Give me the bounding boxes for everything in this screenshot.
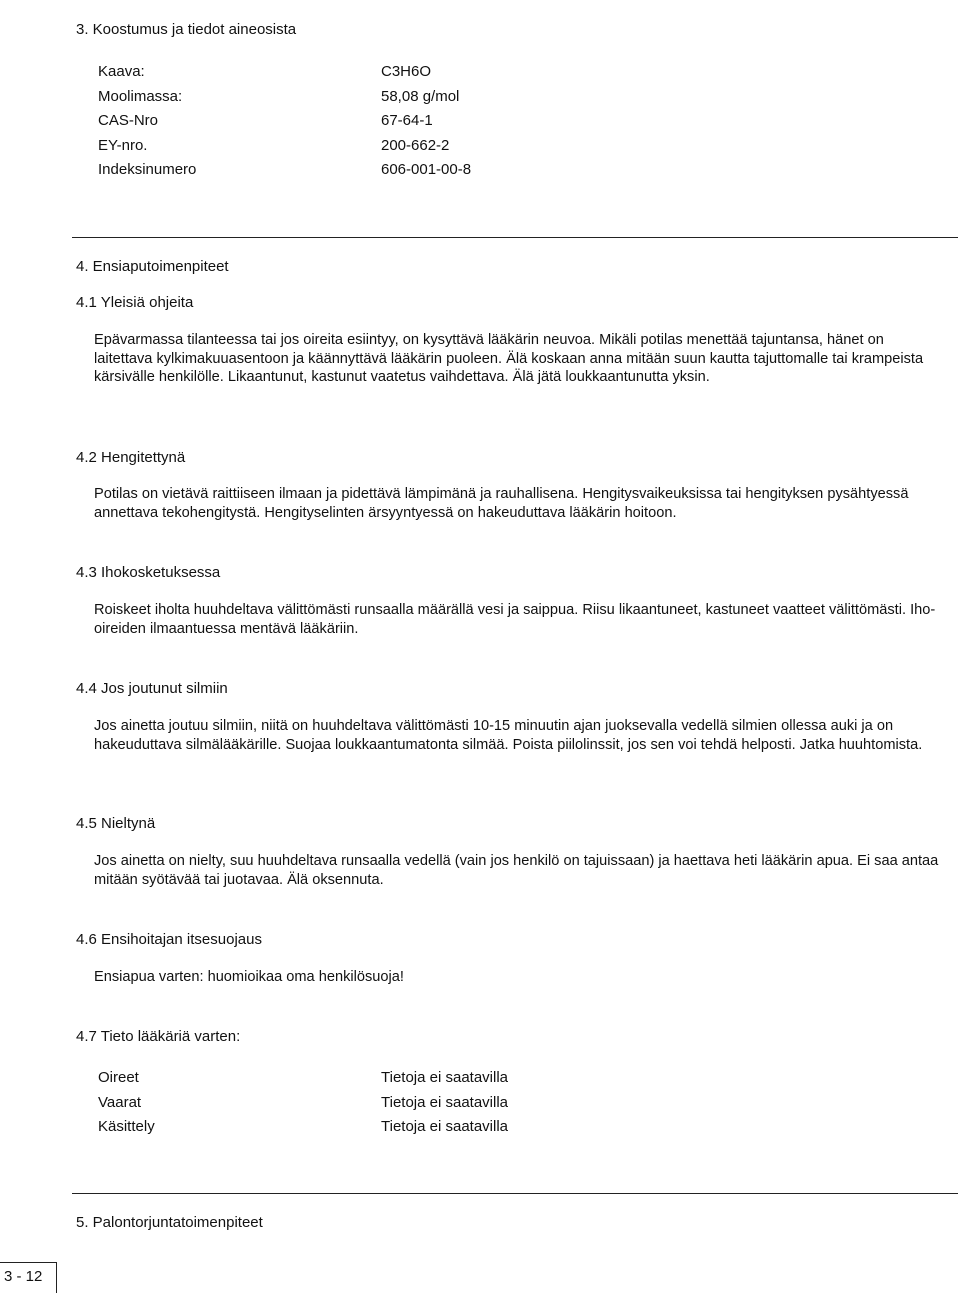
page-number-box: [0, 1262, 57, 1293]
symptoms-label: Oireet: [98, 1069, 139, 1086]
molar-mass-label: Moolimassa:: [98, 88, 183, 105]
treatment-value: Tietoja ei saatavilla: [381, 1118, 509, 1135]
section-divider: [72, 1193, 958, 1194]
symptoms-value: Tietoja ei saatavilla: [381, 1069, 509, 1086]
subsection-4-1-text: Epävarmassa tilanteessa tai jos oireita esiintyy, on kysyttävä lääkärin neuvoa. Mikäli potilas menettää tajuntansa, hänet on laitettava kylkimakuuasentoon ja käännyttävä lääkärin puoleen. Älä koskaan anna mitään suun kautta tajuttomalle tai krampeista kärsivälle henkilölle. Likaantunut, kastunut vaatetus vaihdettava. Älä jätä loukkaantunutta yksin.: [94, 332, 924, 385]
index-label: Indeksinumero: [98, 161, 197, 178]
subsection-4-7-title: 4.7 Tieto lääkäriä varten:: [76, 1028, 241, 1045]
section-divider: [72, 237, 958, 238]
subsection-4-1-title: 4.1 Yleisiä ohjeita: [76, 294, 194, 311]
formula-value: C3H6O: [381, 63, 432, 80]
cas-value: 67-64-1: [381, 112, 433, 129]
molar-mass-value: 58,08 g/mol: [381, 88, 460, 105]
subsection-4-6-title: 4.6 Ensihoitajan itsesuojaus: [76, 931, 262, 948]
ec-value: 200-662-2: [381, 137, 450, 154]
subsection-4-2-title: 4.2 Hengitettynä: [76, 449, 186, 466]
formula-label: Kaava:: [98, 63, 145, 80]
subsection-4-2-text: Potilas on vietävä raittiiseen ilmaan ja pidettävä lämpimänä ja rauhallisena. Hengitysvaikeuksissa tai hengityksen pysähtyessä annettava tekohengitystä. Hengityselinten ärsyyntyessä on hakeuduttava lääkärin hoitoon.: [94, 486, 909, 521]
section-3-heading: 3. Koostumus ja tiedot aineosista: [76, 21, 297, 38]
subsection-4-4-title: 4.4 Jos joutunut silmiin: [76, 680, 228, 697]
section-5-heading: 5. Palontorjuntatoimenpiteet: [76, 1214, 263, 1231]
cas-label: CAS-Nro: [98, 112, 159, 129]
subsection-4-3-title: 4.3 Ihokosketuksessa: [76, 564, 221, 581]
subsection-4-4-text: Jos ainetta joutuu silmiin, niitä on huuhdeltava välittömästi 10-15 minuutin ajan juoksevalla vedellä silmien ollessa auki ja on hakeuduttava silmälääkärille. Suojaa loukkaantumatonta silmää. Poista piilolinssit, jos sen voi tehdä helposti. Jatka huuhtomista.: [94, 718, 923, 753]
index-value: 606-001-00-8: [381, 161, 472, 178]
subsection-4-6-text: Ensiapua varten: huomioikaa oma henkilösuoja!: [94, 969, 404, 985]
subsection-4-5-text: Jos ainetta on nielty, suu huuhdeltava runsaalla vedellä (vain jos henkilö on tajuissaan) ja haettava heti lääkärin apua. Ei saa antaa mitään syötävää tai juotavaa. Älä oksennuta.: [94, 853, 939, 888]
hazards-value: Tietoja ei saatavilla: [381, 1094, 509, 1111]
ec-label: EY-nro.: [98, 137, 148, 154]
hazards-label: Vaarat: [98, 1094, 142, 1111]
treatment-label: Käsittely: [98, 1118, 155, 1135]
page-number: 3 - 12: [4, 1268, 43, 1285]
subsection-4-5-title: 4.5 Nieltynä: [76, 815, 156, 832]
section-4-heading: 4. Ensiaputoimenpiteet: [76, 258, 229, 275]
subsection-4-3-text: Roiskeet iholta huuhdeltava välittömästi runsaalla määrällä vesi ja saippua. Riisu likaantuneet, kastuneet vaatteet välittömästi. Iho-oireiden ilmaantuessa mentävä lääkäriin.: [94, 602, 936, 637]
